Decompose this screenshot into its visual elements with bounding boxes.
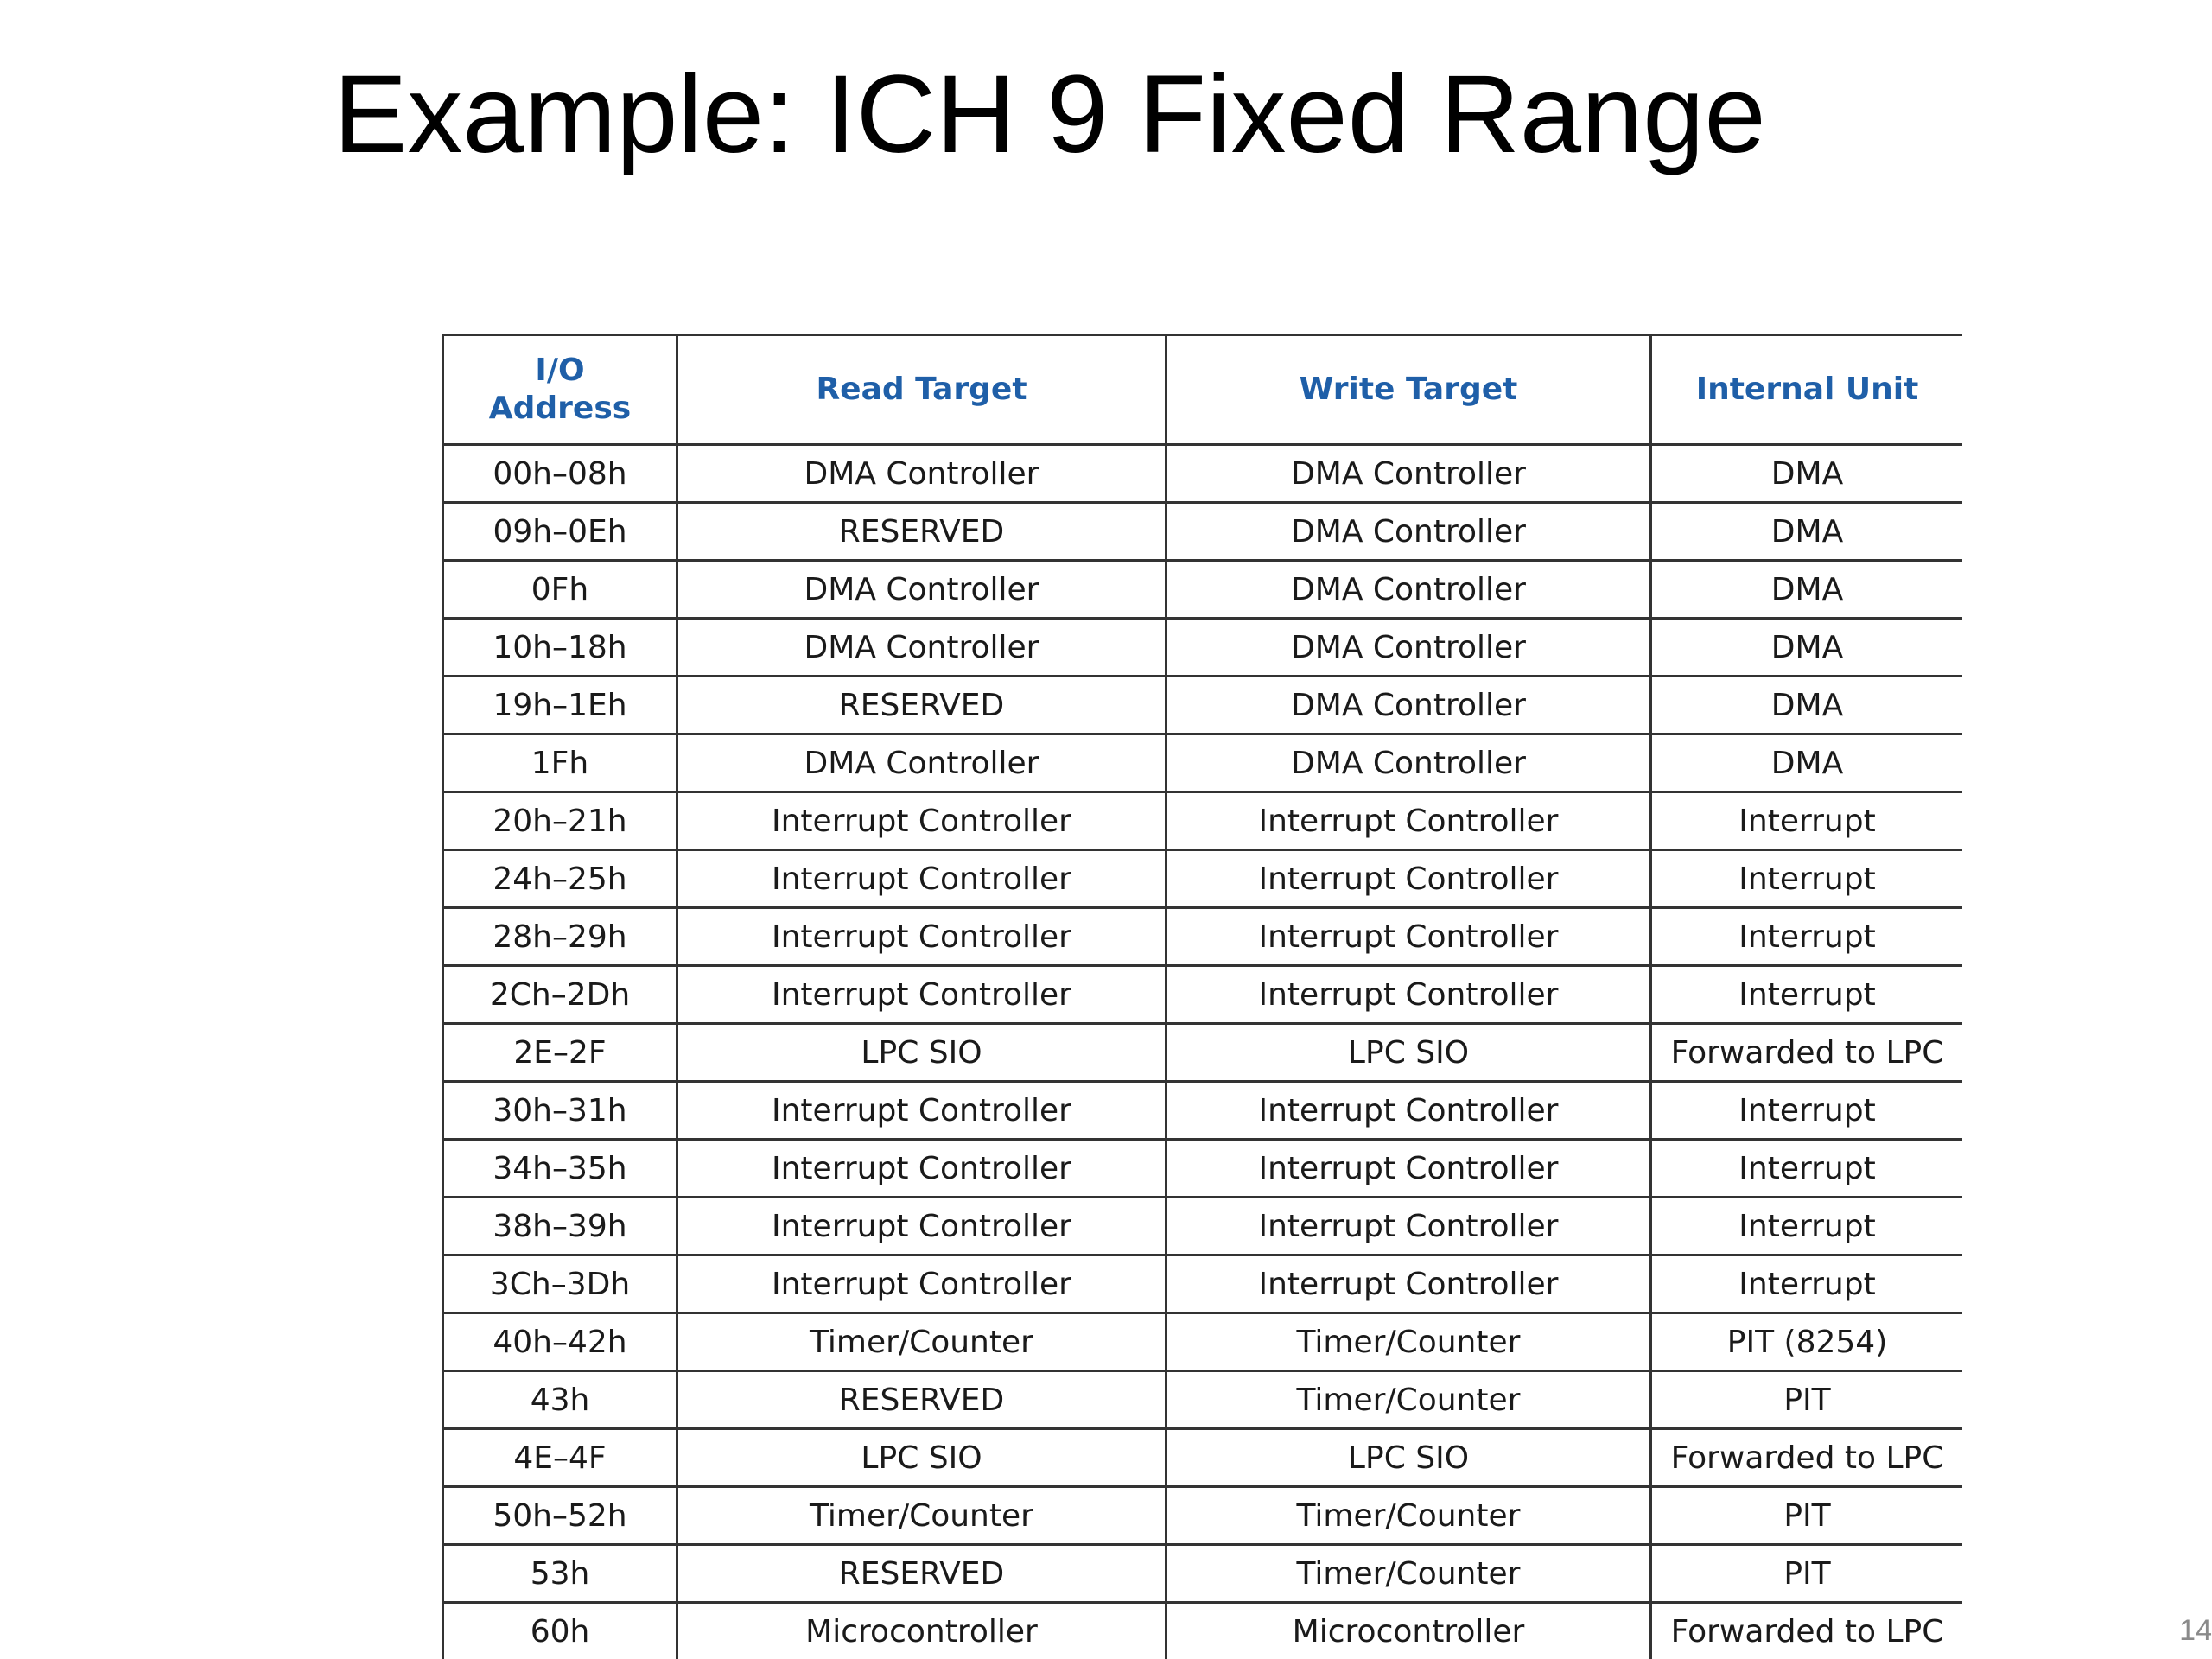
cell-internal-unit: DMA	[1651, 503, 1963, 561]
cell-write-target: Timer/Counter	[1166, 1313, 1651, 1371]
cell-read-target: LPC SIO	[677, 1024, 1166, 1082]
cell-read-target: Microcontroller	[677, 1603, 1166, 1659]
cell-internal-unit: Interrupt	[1651, 966, 1963, 1024]
cell-io-address: 20h–21h	[443, 792, 677, 850]
table-row	[443, 734, 1963, 792]
cell-read-target: DMA Controller	[677, 619, 1166, 677]
cell-io-address: 28h–29h	[443, 908, 677, 966]
header-io-address	[443, 335, 677, 445]
cell-io-address: 24h–25h	[443, 850, 677, 908]
cell-internal-unit: DMA	[1651, 561, 1963, 619]
table-row	[443, 908, 1963, 966]
cell-read-target: DMA Controller	[677, 445, 1166, 503]
cell-internal-unit: Forwarded to LPC	[1651, 1024, 1963, 1082]
header-io-address-line2: Address	[488, 391, 632, 426]
cell-internal-unit: Interrupt	[1651, 1255, 1963, 1313]
table-row	[443, 1024, 1963, 1082]
table-row	[443, 1198, 1963, 1255]
cell-read-target: Interrupt Controller	[677, 1255, 1166, 1313]
cell-io-address: 2E–2F	[443, 1024, 677, 1082]
cell-internal-unit: Interrupt	[1651, 850, 1963, 908]
io-address-table	[442, 334, 1962, 1659]
cell-io-address: 38h–39h	[443, 1198, 677, 1255]
table-row	[443, 1371, 1963, 1429]
cell-write-target: Timer/Counter	[1166, 1487, 1651, 1545]
cell-io-address: 53h	[443, 1545, 677, 1603]
cell-read-target: RESERVED	[677, 503, 1166, 561]
table-row	[443, 1429, 1963, 1487]
cell-read-target: RESERVED	[677, 1545, 1166, 1603]
table-row	[443, 1255, 1963, 1313]
cell-read-target: Interrupt Controller	[677, 908, 1166, 966]
cell-write-target: DMA Controller	[1166, 561, 1651, 619]
cell-write-target: DMA Controller	[1166, 677, 1651, 734]
header-io-address-line1: I/O	[535, 353, 585, 388]
cell-io-address: 60h	[443, 1603, 677, 1659]
table-body	[443, 445, 1963, 1659]
table-header-row	[443, 335, 1963, 445]
cell-read-target: RESERVED	[677, 677, 1166, 734]
cell-io-address: 0Fh	[443, 561, 677, 619]
cell-internal-unit: Interrupt	[1651, 1140, 1963, 1198]
table-row	[443, 677, 1963, 734]
cell-io-address: 30h–31h	[443, 1082, 677, 1140]
cell-internal-unit: DMA	[1651, 677, 1963, 734]
cell-io-address: 43h	[443, 1371, 677, 1429]
cell-write-target: DMA Controller	[1166, 619, 1651, 677]
table-row	[443, 1545, 1963, 1603]
cell-read-target: LPC SIO	[677, 1429, 1166, 1487]
cell-write-target: LPC SIO	[1166, 1429, 1651, 1487]
cell-read-target: Interrupt Controller	[677, 1140, 1166, 1198]
cell-read-target: Interrupt Controller	[677, 1198, 1166, 1255]
cell-internal-unit: DMA	[1651, 445, 1963, 503]
table-row	[443, 850, 1963, 908]
table-row	[443, 1082, 1963, 1140]
slide-title: Example: ICH 9 Fixed Range	[334, 53, 1766, 176]
cell-io-address: 50h–52h	[443, 1487, 677, 1545]
table-row	[443, 966, 1963, 1024]
cell-io-address: 09h–0Eh	[443, 503, 677, 561]
cell-io-address: 34h–35h	[443, 1140, 677, 1198]
cell-io-address: 00h–08h	[443, 445, 677, 503]
header-internal-unit: Internal Unit	[1651, 335, 1963, 445]
header-read-target: Read Target	[677, 335, 1166, 445]
cell-read-target: RESERVED	[677, 1371, 1166, 1429]
cell-write-target: DMA Controller	[1166, 734, 1651, 792]
table-row	[443, 619, 1963, 677]
cell-read-target: Timer/Counter	[677, 1487, 1166, 1545]
cell-internal-unit: DMA	[1651, 734, 1963, 792]
cell-write-target: Interrupt Controller	[1166, 850, 1651, 908]
cell-write-target: Microcontroller	[1166, 1603, 1651, 1659]
cell-internal-unit: Interrupt	[1651, 1082, 1963, 1140]
cell-write-target: Interrupt Controller	[1166, 792, 1651, 850]
cell-io-address: 10h–18h	[443, 619, 677, 677]
cell-write-target: Timer/Counter	[1166, 1545, 1651, 1603]
cell-internal-unit: Interrupt	[1651, 1198, 1963, 1255]
cell-internal-unit: DMA	[1651, 619, 1963, 677]
table-row	[443, 503, 1963, 561]
cell-internal-unit: PIT	[1651, 1545, 1963, 1603]
cell-io-address: 19h–1Eh	[443, 677, 677, 734]
cell-read-target: Interrupt Controller	[677, 966, 1166, 1024]
table-row	[443, 792, 1963, 850]
cell-io-address: 1Fh	[443, 734, 677, 792]
cell-write-target: Interrupt Controller	[1166, 1082, 1651, 1140]
cell-internal-unit: PIT (8254)	[1651, 1313, 1963, 1371]
cell-read-target: Interrupt Controller	[677, 850, 1166, 908]
cell-internal-unit: PIT	[1651, 1487, 1963, 1545]
cell-internal-unit: Forwarded to LPC	[1651, 1603, 1963, 1659]
cell-read-target: Interrupt Controller	[677, 1082, 1166, 1140]
cell-write-target: Interrupt Controller	[1166, 1255, 1651, 1313]
table-row	[443, 561, 1963, 619]
cell-read-target: Interrupt Controller	[677, 792, 1166, 850]
table-row	[443, 445, 1963, 503]
cell-internal-unit: Interrupt	[1651, 908, 1963, 966]
cell-io-address: 3Ch–3Dh	[443, 1255, 677, 1313]
cell-internal-unit: Forwarded to LPC	[1651, 1429, 1963, 1487]
cell-internal-unit: Interrupt	[1651, 792, 1963, 850]
cell-internal-unit: PIT	[1651, 1371, 1963, 1429]
io-address-table-container	[442, 334, 1962, 1659]
cell-read-target: Timer/Counter	[677, 1313, 1166, 1371]
header-write-target: Write Target	[1166, 335, 1651, 445]
cell-io-address: 4E–4F	[443, 1429, 677, 1487]
table-row	[443, 1603, 1963, 1659]
cell-write-target: Interrupt Controller	[1166, 1140, 1651, 1198]
cell-read-target: DMA Controller	[677, 561, 1166, 619]
table-row	[443, 1313, 1963, 1371]
table-row	[443, 1487, 1963, 1545]
cell-write-target: DMA Controller	[1166, 503, 1651, 561]
cell-write-target: DMA Controller	[1166, 445, 1651, 503]
cell-write-target: Interrupt Controller	[1166, 1198, 1651, 1255]
cell-write-target: Interrupt Controller	[1166, 966, 1651, 1024]
page-number: 14	[2179, 1614, 2212, 1647]
cell-write-target: Timer/Counter	[1166, 1371, 1651, 1429]
cell-read-target: DMA Controller	[677, 734, 1166, 792]
cell-io-address: 40h–42h	[443, 1313, 677, 1371]
cell-write-target: Interrupt Controller	[1166, 908, 1651, 966]
cell-io-address: 2Ch–2Dh	[443, 966, 677, 1024]
cell-write-target: LPC SIO	[1166, 1024, 1651, 1082]
table-row	[443, 1140, 1963, 1198]
